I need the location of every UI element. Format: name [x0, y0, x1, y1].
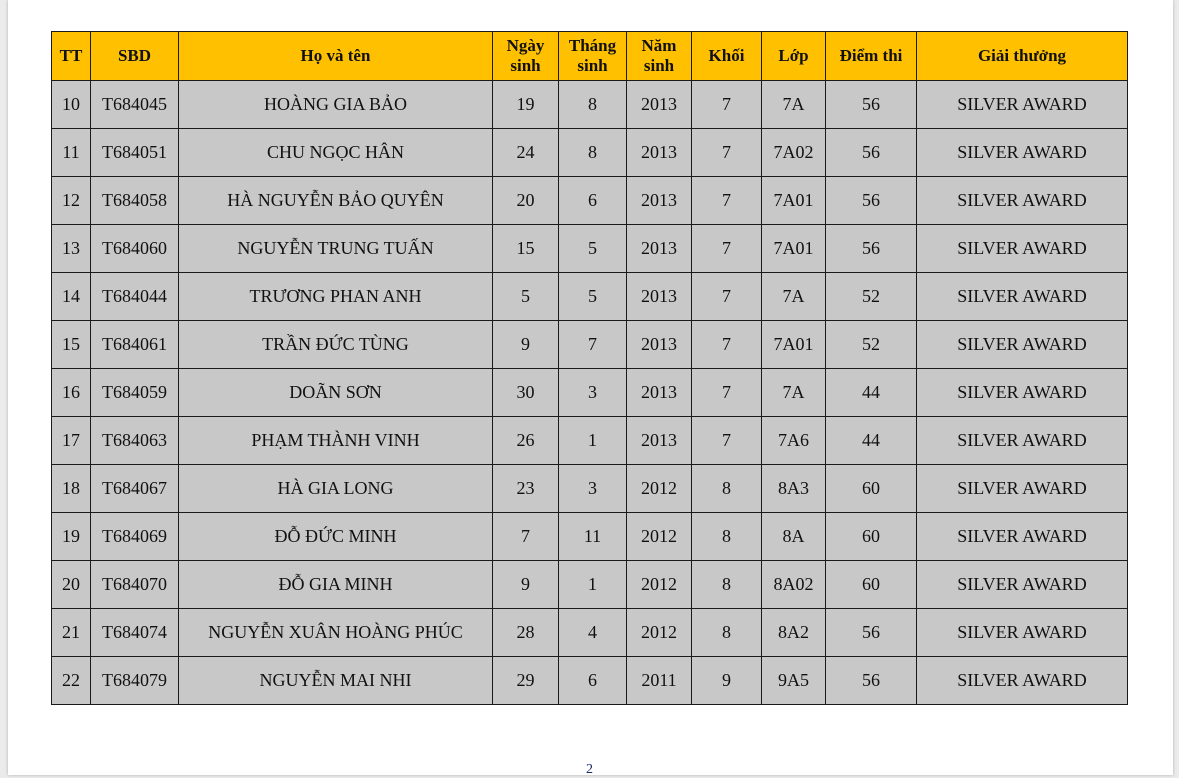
cell-grade: 7: [692, 225, 762, 273]
cell-birth-day: 30: [493, 369, 559, 417]
table-row: [52, 321, 1128, 369]
cell-birth-day: 15: [493, 225, 559, 273]
cell-score: 56: [826, 225, 917, 273]
table-row: [52, 129, 1128, 177]
cell-full-name: ĐỖ ĐỨC MINH: [179, 513, 493, 561]
cell-award: SILVER AWARD: [917, 513, 1128, 561]
cell-birth-month: 6: [559, 657, 627, 705]
cell-class: 8A02: [762, 561, 826, 609]
cell-birth-month: 1: [559, 417, 627, 465]
cell-award: SILVER AWARD: [917, 177, 1128, 225]
cell-birth-month: 3: [559, 465, 627, 513]
cell-sbd: T684045: [91, 81, 179, 129]
table-row: [52, 561, 1128, 609]
cell-full-name: CHU NGỌC HÂN: [179, 129, 493, 177]
header-birth-year-label: Năm sinh: [641, 35, 677, 75]
cell-full-name: NGUYỄN TRUNG TUẤN: [179, 225, 493, 273]
cell-full-name: DOÃN SƠN: [179, 369, 493, 417]
cell-birth-year: 2013: [627, 225, 692, 273]
header-birth-day: [493, 32, 559, 81]
table-header-row: [52, 32, 1128, 81]
cell-class: 7A6: [762, 417, 826, 465]
cell-birth-year: 2012: [627, 609, 692, 657]
cell-birth-month: 5: [559, 273, 627, 321]
cell-birth-year: 2013: [627, 177, 692, 225]
cell-class: 7A: [762, 369, 826, 417]
table-row: [52, 273, 1128, 321]
cell-birth-year: 2013: [627, 273, 692, 321]
cell-grade: 7: [692, 81, 762, 129]
cell-score: 56: [826, 81, 917, 129]
cell-class: 7A: [762, 273, 826, 321]
cell-tt: 17: [52, 417, 91, 465]
cell-tt: 15: [52, 321, 91, 369]
cell-full-name: PHẠM THÀNH VINH: [179, 417, 493, 465]
cell-sbd: T684059: [91, 369, 179, 417]
cell-sbd: T684069: [91, 513, 179, 561]
cell-score: 60: [826, 561, 917, 609]
cell-birth-year: 2013: [627, 369, 692, 417]
cell-grade: 7: [692, 321, 762, 369]
cell-birth-year: 2013: [627, 81, 692, 129]
cell-birth-month: 6: [559, 177, 627, 225]
cell-sbd: T684051: [91, 129, 179, 177]
table-row: [52, 369, 1128, 417]
document-page: [8, 0, 1173, 775]
table-body: [52, 81, 1128, 705]
header-birth-day-label: Ngày sinh: [506, 35, 545, 75]
cell-class: 7A: [762, 81, 826, 129]
cell-tt: 11: [52, 129, 91, 177]
cell-birth-day: 29: [493, 657, 559, 705]
cell-class: 8A2: [762, 609, 826, 657]
header-grade: Khối: [692, 32, 762, 81]
cell-class: 7A01: [762, 177, 826, 225]
cell-grade: 8: [692, 561, 762, 609]
cell-grade: 8: [692, 465, 762, 513]
cell-grade: 7: [692, 273, 762, 321]
cell-score: 52: [826, 273, 917, 321]
cell-birth-day: 5: [493, 273, 559, 321]
cell-tt: 18: [52, 465, 91, 513]
cell-award: SILVER AWARD: [917, 369, 1128, 417]
page-number: 2: [586, 762, 593, 777]
cell-tt: 22: [52, 657, 91, 705]
header-score: Điểm thi: [826, 32, 917, 81]
cell-birth-day: 7: [493, 513, 559, 561]
cell-full-name: NGUYỄN XUÂN HOÀNG PHÚC: [179, 609, 493, 657]
table-row: [52, 417, 1128, 465]
cell-award: SILVER AWARD: [917, 609, 1128, 657]
cell-grade: 8: [692, 609, 762, 657]
cell-award: SILVER AWARD: [917, 321, 1128, 369]
cell-sbd: T684044: [91, 273, 179, 321]
cell-sbd: T684063: [91, 417, 179, 465]
cell-birth-year: 2011: [627, 657, 692, 705]
table-row: [52, 513, 1128, 561]
cell-score: 56: [826, 129, 917, 177]
cell-birth-day: 20: [493, 177, 559, 225]
cell-birth-month: 1: [559, 561, 627, 609]
table-row: [52, 609, 1128, 657]
cell-class: 7A01: [762, 225, 826, 273]
cell-birth-year: 2013: [627, 129, 692, 177]
cell-grade: 7: [692, 369, 762, 417]
cell-grade: 7: [692, 417, 762, 465]
cell-sbd: T684067: [91, 465, 179, 513]
cell-class: 8A3: [762, 465, 826, 513]
cell-birth-year: 2013: [627, 417, 692, 465]
cell-full-name: ĐỖ GIA MINH: [179, 561, 493, 609]
cell-birth-day: 9: [493, 561, 559, 609]
header-award: Giải thưởng: [917, 32, 1128, 81]
header-class: Lớp: [762, 32, 826, 81]
cell-birth-day: 9: [493, 321, 559, 369]
cell-birth-month: 7: [559, 321, 627, 369]
cell-sbd: T684060: [91, 225, 179, 273]
cell-score: 44: [826, 369, 917, 417]
cell-award: SILVER AWARD: [917, 465, 1128, 513]
cell-birth-day: 26: [493, 417, 559, 465]
cell-grade: 7: [692, 129, 762, 177]
cell-birth-year: 2012: [627, 465, 692, 513]
cell-birth-month: 11: [559, 513, 627, 561]
cell-score: 56: [826, 177, 917, 225]
cell-sbd: T684074: [91, 609, 179, 657]
header-birth-month-label: Tháng sinh: [568, 35, 617, 75]
cell-award: SILVER AWARD: [917, 129, 1128, 177]
header-birth-month: [559, 32, 627, 81]
cell-birth-day: 23: [493, 465, 559, 513]
header-full-name: Họ và tên: [179, 32, 493, 81]
cell-grade: 9: [692, 657, 762, 705]
table-row: [52, 465, 1128, 513]
cell-birth-month: 8: [559, 81, 627, 129]
cell-score: 44: [826, 417, 917, 465]
cell-award: SILVER AWARD: [917, 81, 1128, 129]
cell-award: SILVER AWARD: [917, 273, 1128, 321]
cell-full-name: TRẦN ĐỨC TÙNG: [179, 321, 493, 369]
cell-score: 60: [826, 465, 917, 513]
cell-tt: 19: [52, 513, 91, 561]
award-results-table: [51, 31, 1128, 705]
cell-full-name: HOÀNG GIA BẢO: [179, 81, 493, 129]
cell-tt: 14: [52, 273, 91, 321]
cell-birth-month: 5: [559, 225, 627, 273]
cell-birth-month: 4: [559, 609, 627, 657]
cell-grade: 8: [692, 513, 762, 561]
cell-birth-day: 24: [493, 129, 559, 177]
cell-tt: 13: [52, 225, 91, 273]
header-birth-year: [627, 32, 692, 81]
cell-award: SILVER AWARD: [917, 657, 1128, 705]
cell-class: 8A: [762, 513, 826, 561]
table-row: [52, 81, 1128, 129]
cell-sbd: T684061: [91, 321, 179, 369]
cell-class: 7A01: [762, 321, 826, 369]
cell-award: SILVER AWARD: [917, 561, 1128, 609]
cell-birth-day: 28: [493, 609, 559, 657]
cell-class: 7A02: [762, 129, 826, 177]
cell-grade: 7: [692, 177, 762, 225]
cell-birth-month: 3: [559, 369, 627, 417]
header-tt: TT: [52, 32, 91, 81]
cell-score: 52: [826, 321, 917, 369]
table-row: [52, 177, 1128, 225]
table-row: [52, 657, 1128, 705]
cell-score: 56: [826, 609, 917, 657]
cell-sbd: T684079: [91, 657, 179, 705]
cell-tt: 20: [52, 561, 91, 609]
cell-full-name: NGUYỄN MAI NHI: [179, 657, 493, 705]
cell-tt: 12: [52, 177, 91, 225]
cell-birth-year: 2013: [627, 321, 692, 369]
cell-class: 9A5: [762, 657, 826, 705]
cell-birth-month: 8: [559, 129, 627, 177]
cell-birth-day: 19: [493, 81, 559, 129]
cell-award: SILVER AWARD: [917, 225, 1128, 273]
cell-full-name: HÀ GIA LONG: [179, 465, 493, 513]
table-row: [52, 225, 1128, 273]
cell-score: 60: [826, 513, 917, 561]
cell-score: 56: [826, 657, 917, 705]
cell-full-name: HÀ NGUYỄN BẢO QUYÊN: [179, 177, 493, 225]
cell-sbd: T684070: [91, 561, 179, 609]
cell-sbd: T684058: [91, 177, 179, 225]
cell-full-name: TRƯƠNG PHAN ANH: [179, 273, 493, 321]
cell-tt: 16: [52, 369, 91, 417]
cell-tt: 21: [52, 609, 91, 657]
header-sbd: SBD: [91, 32, 179, 81]
cell-birth-year: 2012: [627, 561, 692, 609]
cell-birth-year: 2012: [627, 513, 692, 561]
cell-award: SILVER AWARD: [917, 417, 1128, 465]
cell-tt: 10: [52, 81, 91, 129]
